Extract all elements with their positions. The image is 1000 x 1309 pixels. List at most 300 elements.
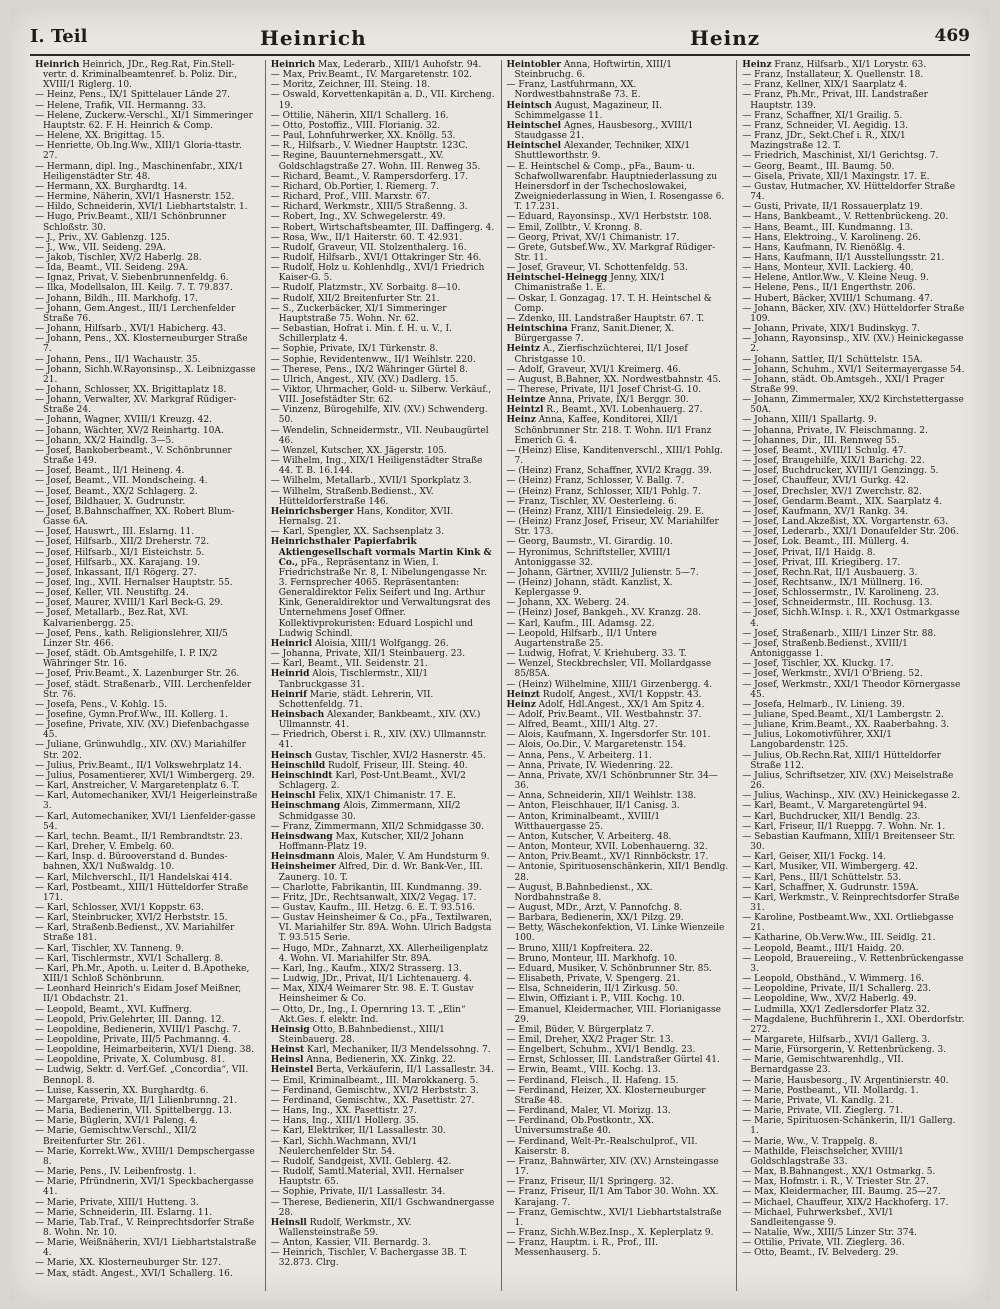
directory-entry xyxy=(742,507,966,517)
directory-entry xyxy=(742,598,966,608)
entry-text: Heinrich, JDr., Reg.Rat, Fin.Stell-vertr. d. Kriminalbeamtenref. b. Poliz. Dir., XVIII/1 Riglerg. 10. xyxy=(43,60,238,91)
entry-text: — Anton, Kassier, VII. Bernardg. 3. xyxy=(270,1238,431,1249)
entry-text: — Leopoldine, Heimarbeiterin, XVI/1 Dieng. 38. xyxy=(35,1045,255,1056)
entry-text: — Anton, Fleischhauer, II/1 Canisg. 3. xyxy=(506,801,680,812)
entry-surname: Heinst xyxy=(270,1045,305,1056)
entry-text: — Ignaz, Privat, V. Siebenbrunnenfeldg. 6. xyxy=(35,273,229,284)
directory-entry xyxy=(507,517,731,537)
directory-entry xyxy=(271,1005,495,1025)
directory-entry xyxy=(742,415,966,425)
entry-text: — Rudolf, Platzmstr., XV. Sorbaitg. 8—10. xyxy=(270,283,461,294)
entry-surname: Heintschel xyxy=(506,141,562,152)
entry-surname: Heinzt xyxy=(506,689,540,700)
entry-text: — Rudolf, Graveur, VII. Stolzenthalerg. 16. xyxy=(270,242,467,253)
directory-entry xyxy=(507,862,731,882)
directory-entry xyxy=(507,1116,731,1136)
entry-text: Alexander, Techniker, XIX/1 Shuttleworthstr. 9. xyxy=(514,141,691,162)
directory-entry xyxy=(507,365,731,375)
entry-text: — Franz, JDr., Sekt.Chef i. R., XIX/1 Mazingstraße 12. T. xyxy=(742,131,906,152)
entry-text: Alois, Zimmermann, XII/2 Schmidgasse 30. xyxy=(278,801,461,822)
directory-entry xyxy=(35,324,259,334)
directory-entry xyxy=(742,466,966,476)
directory-entry xyxy=(507,548,731,568)
entry-text: — Karl, Steinbrucker, XVI/2 Herbststr. 15. xyxy=(35,913,228,924)
directory-entry xyxy=(35,182,259,192)
entry-text: — Josef, Privat, III. Kriegiberg. 17. xyxy=(742,557,901,568)
entry-text: — Franz, Friseur, II/1 Am Tabor 30. Wohn. XX. Karajang. 7. xyxy=(506,1187,719,1208)
entry-text: Karl, Mechaniker, II/3 Mendelssohng. 7. xyxy=(304,1045,491,1056)
directory-entry xyxy=(742,243,966,253)
entry-text: — Robert, Ing., XV. Schwegelerstr. 49. xyxy=(270,212,446,223)
entry-text: Alois, Tischlermstr., XII/1 Tanbruckgasse 31. xyxy=(278,669,429,690)
directory-entry xyxy=(35,1218,259,1238)
directory-entry xyxy=(742,283,966,293)
directory-entry xyxy=(507,263,731,273)
column-3 xyxy=(502,60,738,1291)
entry-text: — Josef, Graveur, VI. Schottenfeldg. 53. xyxy=(506,263,688,274)
directory-entry xyxy=(35,283,259,293)
directory-entry xyxy=(742,172,966,182)
directory-entry xyxy=(507,954,731,964)
entry-text: — Josef, Schneidermstr., III. Rochusg. 13. xyxy=(742,598,933,609)
entry-text: — (Heinz) Franz, Schaffner, XVI/2 Kragg. 39. xyxy=(506,466,712,477)
directory-entry xyxy=(742,791,966,801)
directory-entry xyxy=(35,253,259,263)
entry-text: — Karl, Insp. d. Bürooverstand d. Bundes-bahnen, XX/1 Nußwaldg. 10. xyxy=(35,852,228,873)
entry-text: — Max, Kleidermacher, III. Baumg. 25—27. xyxy=(742,1187,941,1198)
directory-entry xyxy=(271,70,495,80)
entry-text: — Regine, Bauunternehmersgatt., XV. Goldschlagstraße 27. Wohn. III. Renweg 35. xyxy=(270,151,481,172)
directory-entry xyxy=(35,426,259,436)
directory-entry xyxy=(271,791,495,801)
entry-text: Adolf, Hdl.Angest., XX/1 Am Spitz 4. xyxy=(535,699,705,710)
entry-text: Karl, Post-Unt.Beamt., XVI/2 Schlagerg. 2. xyxy=(278,770,466,792)
directory-entry xyxy=(35,1055,259,1065)
entry-text: Rudolf, Angest., XVI/1 Koppstr. 43. xyxy=(539,689,702,700)
entry-text: Alois, Maler, V. Am Hundsturm 9. xyxy=(334,852,490,863)
directory-entry xyxy=(507,842,731,852)
entry-text: — Ferdinand, Fleisch., II. Hafeng. 15. xyxy=(506,1075,679,1086)
entry-text: Franz, Hilfsarb., XI/1 Lorystr. 63. xyxy=(771,60,927,70)
entry-text: — Hermine, Näherin, XVI/1 Hasnerstr. 152. xyxy=(35,192,235,203)
directory-entry xyxy=(507,740,731,750)
entry-text: A., Zierfischzüchterei, II/1 Josef Christgasse 10. xyxy=(514,344,688,365)
entry-text: — Leopold, Brauereiing., V. Rettenbrückengasse 3. xyxy=(742,953,964,974)
entry-text: — Engelbert, Schuhm., XVI/1 Bendlg. 23. xyxy=(506,1045,696,1056)
directory-entry xyxy=(507,1086,731,1106)
directory-entry xyxy=(507,497,731,507)
entry-text: Aloisia, XIII/1 Wolfgangg. 26. xyxy=(312,638,449,649)
entry-text: Anna, Kaffee, Konditorei, XII/1 Schönbrunner Str. 218. T. Wohn. II/1 Franz Emerich G. 4. xyxy=(514,415,712,446)
directory-entry xyxy=(35,1096,259,1106)
entry-text: — Emil, Kriminalbeamt., III. Marokkanerg. 5. xyxy=(270,1075,479,1086)
directory-entry xyxy=(742,1137,966,1147)
directory-entry xyxy=(507,344,731,364)
directory-entry xyxy=(742,273,966,283)
directory-entry xyxy=(507,984,731,994)
directory-entry xyxy=(742,659,966,669)
entry-text: — Josef, Pens., kath. Religionslehrer, XII/5 Linzer Str. 466. xyxy=(35,628,228,649)
directory-entry xyxy=(507,832,731,842)
entry-text: — Leopoldine, Private, II/1 Schallerg. 23. xyxy=(742,984,932,995)
entry-text: — Hans, Beamt., III. Kundmanng. 13. xyxy=(742,222,914,233)
directory-entry xyxy=(271,223,495,233)
directory-entry xyxy=(35,202,259,212)
entry-text: — Ferdinand, Welt-Pr.-Realschulprof., VII. Kaiserstr. 8. xyxy=(506,1136,698,1157)
entry-text: — Heinrich, Tischler, V. Bachergasse 3B. T. 32.873. Clrg. xyxy=(270,1248,468,1269)
entry-text: — Richard, Werkmstr., XIII/5 Straßenng. 3. xyxy=(270,202,468,213)
directory-entry xyxy=(271,893,495,903)
directory-entry xyxy=(507,101,731,121)
directory-entry xyxy=(271,639,495,649)
entry-text: Berta, Verkäuferin, II/1 Lassallestr. 34. xyxy=(313,1065,494,1076)
directory-entry xyxy=(507,375,731,385)
entry-text: — Franz, Gemischtw., XVI/1 Liebhartstalstraße 1. xyxy=(506,1207,722,1228)
directory-entry xyxy=(271,212,495,222)
entry-text: — Franz, Zimmermann, XII/2 Schmidgasse 30. xyxy=(270,821,485,832)
entry-text: — Karl, Friseur, II/1 Rueppg. 7. Wohn. Nr. 1. xyxy=(742,821,946,832)
entry-text: — Karl, Geiser, XII/1 Fockg. 14. xyxy=(742,852,887,863)
directory-entry xyxy=(742,1035,966,1045)
entry-text: — Karl, Straßenb.Bedienst., XV. Mariahilfer Straße 181. xyxy=(35,923,235,944)
directory-entry xyxy=(35,90,259,100)
entry-text: — Fritz, JDr., Rechtsanwalt, XIX/2 Vegag. 17. xyxy=(270,892,477,903)
directory-entry xyxy=(271,649,495,659)
directory-entry xyxy=(35,1005,259,1015)
entry-text: — Karl, Beamt., V. Margaretengürtel 94. xyxy=(742,801,928,812)
directory-entry xyxy=(507,944,731,954)
entry-surname: Heinricl xyxy=(270,638,313,649)
directory-entry xyxy=(35,588,259,598)
entry-text: Anna, Bedienerin, XX. Zinkg. 22. xyxy=(303,1055,456,1066)
entry-text: — Ilka, Modellsalon, III. Keilg. 7. T. 79.837. xyxy=(35,283,233,294)
entry-text: — Natalie, Ww., XIII/5 Linzer Str. 374. xyxy=(742,1227,918,1238)
entry-text: — Josef, Hilfsarb., XX. Karajang. 19. xyxy=(35,557,201,568)
directory-entry xyxy=(271,476,495,486)
directory-entry xyxy=(507,598,731,608)
entry-text: — Katharine, Ob.Verw.Ww., III. Seidlg. 21. xyxy=(742,933,936,944)
entry-text: — Josef, Beamt., XVIII/1 Schulg. 47. xyxy=(742,445,907,456)
directory-entry xyxy=(271,669,495,689)
directory-entry xyxy=(507,751,731,761)
column-1 xyxy=(30,60,266,1291)
entry-text: — Sophie, Revidentenww., II/1 Weihlstr. 220. xyxy=(270,354,476,365)
directory-entry xyxy=(742,1208,966,1228)
directory-entry xyxy=(742,476,966,486)
directory-entry xyxy=(507,487,731,497)
directory-entry xyxy=(507,761,731,771)
directory-entry xyxy=(35,669,259,679)
directory-entry xyxy=(742,1248,966,1258)
directory-entry xyxy=(742,994,966,1004)
entry-text: — Josef, Rechtsanw., IX/1 Müllnerg. 16. xyxy=(742,577,923,588)
directory-entry xyxy=(35,233,259,243)
directory-entry xyxy=(742,680,966,700)
entry-text: — Anton, Priv.Beamt., XV/1 Rinnböckstr. 17. xyxy=(506,852,709,863)
entry-text: — Wenzel, Kutscher, XX. Jägerstr. 105. xyxy=(270,445,447,456)
directory-entry xyxy=(35,944,259,954)
directory-entry xyxy=(507,1177,731,1187)
entry-text: — Franz, Bahnwärter, XIV. (XV.) Arnsteingasse 17. xyxy=(506,1156,719,1178)
entry-text: — Gustav, Hutmacher, XV. Hütteldorfer Straße 74. xyxy=(742,181,956,203)
entry-text: — Zdenko, III. Landstraßer Hauptstr. 67. T. xyxy=(506,313,705,324)
entry-text: — Ulrich, Angest., XIV. (XV.) Dadlerg. 15. xyxy=(270,374,459,385)
entry-text: — Marie, Hausbesorg., IV. Argentinierstr. 40. xyxy=(742,1075,949,1086)
directory-entry xyxy=(507,395,731,405)
entry-text: — (Heinz) Wilhelmine, XIII/1 Girzenbergg. 4. xyxy=(506,679,713,690)
directory-entry xyxy=(507,537,731,547)
directory-entry xyxy=(271,487,495,507)
entry-text: — Jakob, Tischler, XV/2 Haberlg. 28. xyxy=(35,252,202,263)
entry-text: — Julius, Posamentierer, XVI/1 Wimbergerg. 29. xyxy=(35,770,255,781)
directory-entry xyxy=(742,720,966,730)
entry-text: — Johann, Bildh., III. Markhofg. 17. xyxy=(35,293,198,304)
directory-entry xyxy=(35,568,259,578)
entry-text: — Paul, Lohnfuhrwerker, XX. Knöllg. 53. xyxy=(270,131,456,142)
entry-text: — Helene, XX. Brigittag. 15. xyxy=(35,131,165,142)
entry-text: — Hans, Elektroing., V. Karolineng. 26. xyxy=(742,232,921,243)
entry-text: — Therese, Pens., IX/2 Währinger Gürtel 8. xyxy=(270,364,469,375)
entry-text: — Richard, Ob.Portier, I. Riemerg. 7. xyxy=(270,181,440,192)
entry-text: — Henriette, Ob.Ing.Ww., XIII/1 Gloria-ttastr. 27. xyxy=(35,141,242,162)
entry-text: — Marie, Gemischtw.Verschl., XII/2 Breitenfurter Str. 261. xyxy=(35,1126,197,1147)
directory-entry xyxy=(507,730,731,740)
directory-entry xyxy=(742,436,966,446)
entry-surname: Heinsheimer xyxy=(270,862,336,873)
directory-entry xyxy=(742,1167,966,1177)
entry-text: — Ludmilla, XX/1 Zedlersdorfer Platz 32. xyxy=(742,1004,930,1015)
entry-text: — Sophie, Private, IX/1 Türkenstr. 8. xyxy=(270,344,439,355)
entry-text: — Hans, Monteur, XVII. Lackierg. 40. xyxy=(742,263,914,274)
entry-text: — Josef, Werkmstr., XVI/1 O'Brieng. 52. xyxy=(742,669,923,680)
directory-entry xyxy=(742,355,966,365)
entry-text: — Hugo, Priv.Beamt., XII/1 Schönbrunner Schloßstr. 30. xyxy=(35,212,226,233)
entry-surname: Heinsbach xyxy=(270,710,325,720)
directory-entry xyxy=(35,781,259,791)
directory-entry xyxy=(35,548,259,558)
entry-text: — Josef, Braugehilfe, XIX/1 Barichg. 22. xyxy=(742,456,925,467)
entry-text: Alfred, Dir. d. Wr. Bank-Ver., III. Zaunerg. 10. T. xyxy=(278,862,483,883)
directory-entry xyxy=(271,984,495,1004)
entry-surname: Heinz xyxy=(506,699,536,710)
directory-entry xyxy=(271,1157,495,1167)
entry-surname: Heinsl xyxy=(270,1055,304,1066)
directory-entry xyxy=(35,212,259,232)
directory-entry xyxy=(507,700,731,710)
entry-text: — Marie, Pfründnerin, XVI/1 Speckbachergasse 41. xyxy=(35,1177,254,1198)
entry-text: — Johanna, Private, IV. Fleischmanng. 2. xyxy=(742,425,928,436)
entry-text: — Rudolf, Hilfsarb., XVI/1 Ottakringer Str. 46. xyxy=(270,252,482,263)
entry-text: — Marie, Private, VI. Kandlg. 21. xyxy=(742,1095,894,1106)
directory-entry xyxy=(271,1055,495,1065)
directory-entry xyxy=(35,842,259,852)
entry-text: — Karl, Ing., Kaufm., XIX/2 Strasserg. 13. xyxy=(270,963,462,974)
directory-entry xyxy=(507,141,731,161)
directory-entry xyxy=(271,1045,495,1055)
directory-entry xyxy=(35,1035,259,1045)
entry-text: — Wilhelm, Ing., XIX/1 Heiligenstädter Straße 44. T. B. 16.144. xyxy=(270,456,483,477)
directory-entry xyxy=(271,1086,495,1096)
entry-text: — Josef, Bildhauer, X. Gudrunstr. xyxy=(35,496,186,507)
directory-entry xyxy=(742,304,966,324)
entry-text: — Franz, Lastfuhrmann, XX. Nordwestbahnstraße 73. E. xyxy=(506,80,641,101)
entry-text: — Julius, Priv.Beamt., II/1 Volkswehrplatz 14. xyxy=(35,760,242,771)
directory-entry xyxy=(271,944,495,964)
entry-text: — Gusti, Private, II/1 Rossauerplatz 19. xyxy=(742,202,923,213)
directory-entry xyxy=(507,852,731,862)
directory-entry xyxy=(35,1116,259,1126)
directory-entry xyxy=(742,456,966,466)
directory-entry xyxy=(507,1076,731,1086)
entry-text: — Johann, Private, XIX/1 Budinskyg. 7. xyxy=(742,324,921,335)
directory-entry xyxy=(35,304,259,324)
part-label: I. Teil xyxy=(30,26,88,47)
entry-text: — Leonhard Heinrich's Eidam Josef Meißner, II/1 Obdachstr. 21. xyxy=(35,984,242,1005)
directory-entry xyxy=(271,913,495,943)
entry-text: — Leopoldine, Private, X. Columbusg. 81. xyxy=(35,1055,226,1066)
directory-entry xyxy=(35,740,259,760)
directory-entry xyxy=(35,791,259,811)
right-running-head: Heinz xyxy=(690,26,761,50)
directory-entry xyxy=(742,548,966,558)
entry-text: — Josef, Chauffeur, XVI/1 Gurkg. 42. xyxy=(742,476,909,487)
entry-text: pFa., Repräsentanz in Wien, I. Friedrichstraße Nr. 8, I. Nibelungengasse Nr. 3. Fernsprecher 4065. Repräsentanten: Generaldirektor Felix Seifert und Ing. Arthur Kink, Generaldirektor und Verwaltungsrat des Unternehmens Josef Offner. Kollektivprokuristen: Eduard Lospichl und Ludwig Schindl. xyxy=(278,557,491,639)
directory-entry xyxy=(271,202,495,212)
directory-entry xyxy=(742,263,966,273)
entry-text: — Karl, Werkmstr., V. Reinprechtsdorfer Straße 31. xyxy=(742,892,960,913)
directory-entry xyxy=(35,131,259,141)
entry-text: — Josef, Schlossermstr., IV. Karolineng. 23. xyxy=(742,588,940,599)
entry-surname: Heinschindt xyxy=(270,770,333,781)
entry-text: — Betty, Wäschekonfektion, VI. Linke Wienzeile 100. xyxy=(506,923,725,944)
directory-entry xyxy=(742,487,966,497)
entry-text: — Michael, Chauffeur, XIX/2 Hackhoferg. 17. xyxy=(742,1197,949,1208)
directory-entry xyxy=(742,669,966,679)
entry-text: — Ferdinand, Gemischtw., XX. Pasettistr. 27. xyxy=(270,1095,475,1106)
entry-text: — Eduard, Musiker, V. Schönbrunner Str. 85. xyxy=(506,963,712,974)
column-2 xyxy=(266,60,502,1291)
entry-surname: Heinz xyxy=(742,60,772,70)
entry-text: — Rudolf, Sandgeist, XVII. Geblerg. 42. xyxy=(270,1156,452,1167)
entry-text: — Josef, städt. Ob.Amtsgehilfe, I. P. IX/2 Währinger Str. 16. xyxy=(35,649,218,670)
directory-entry xyxy=(507,1106,731,1116)
directory-entry xyxy=(271,822,495,832)
directory-entry xyxy=(271,344,495,354)
entry-text: Gustav, Tischler, XVI/2 Hasnerstr. 45. xyxy=(312,750,486,761)
directory-entry xyxy=(35,1015,259,1025)
entry-text: — Otto, Dr., Ing., I. Opernring 13. T. „Elin“ Akt.Ges. f. elektr. Ind. xyxy=(270,1004,466,1025)
entry-surname: Heinrid xyxy=(270,669,310,680)
directory-entry xyxy=(35,1167,259,1177)
entry-text: — Hermann, dipl. Ing., Maschinenfabr., XIX/1 Heiligenstädter Str. 48. xyxy=(35,161,244,182)
entry-text: — Mathilde, Fleischselcher, XVIII/1 Goldschlagstraße 33. xyxy=(742,1146,904,1167)
entry-text: — Gisela, Private, XII/1 Maxingstr. 17. E. xyxy=(742,171,930,182)
entry-text: — Anna, Private, XV/1 Schönbrunner Str. 34—36. xyxy=(506,770,718,792)
entry-text: — Ferdinand, Ob.Postkontr., XX. Universumstraße 40. xyxy=(506,1116,655,1137)
directory-entry xyxy=(271,456,495,476)
directory-entry xyxy=(271,1167,495,1187)
entry-text: — Josef, Keller, VII. Neustiftg. 24. xyxy=(35,588,189,599)
entry-text: — Johann, Hilfsarb., XVI/1 Habicherg. 43. xyxy=(35,324,227,335)
entry-text: Hans, Konditor, XVII. Hernalsg. 21. xyxy=(278,506,454,528)
directory-entry xyxy=(742,883,966,893)
entry-text: — Leopold, Priv.Gelehrter, III. Danng. 12. xyxy=(35,1014,225,1025)
entry-text: — Wenzel, Steckbrechsler, VII. Mollardgasse 85/85A. xyxy=(506,659,712,680)
entry-text: — Josef, Hilfsarb., XI/1 Eisteichstr. 5. xyxy=(35,547,205,558)
entry-text: — Friedrich, Oberst i. R., XIV. (XV.) Ullmannstr. 41. xyxy=(270,730,487,751)
entry-text: — Johann, Schuhm., XVI/1 Seitermayergasse 54. xyxy=(742,364,965,375)
directory-entry xyxy=(35,883,259,903)
entry-text: — Karl, Musiker, VII. Wimbergerg. 42. xyxy=(742,862,918,873)
entry-text: — Ottilie, Private, VII. Zieglerg. 36. xyxy=(742,1238,905,1249)
entry-text: — August, MDr., Arzt, V. Pannofchg. 8. xyxy=(506,902,683,913)
entry-text: — Hans, Kaufmann, II/1 Ausstellungsstr. 21. xyxy=(742,252,945,263)
entry-text: — Marie, Fürsorgerin, V. Rettenbrückeng. 3. xyxy=(742,1045,947,1056)
entry-text: Agnes, Hausbesorg., XVIII/1 Staudgasse 21. xyxy=(514,120,694,142)
directory-entry xyxy=(742,1106,966,1116)
entry-text: Jenny, XIX/1 Chimanistraße 1. E. xyxy=(514,273,666,294)
entry-text: — Johann, XX/2 Haindlg. 3—5. xyxy=(35,435,175,446)
entry-text: — (Heinz) Franz, Schlosser, XII/1 Pohlg. 7. xyxy=(506,486,701,497)
directory-entry xyxy=(742,1045,966,1055)
entry-surname: Heinstel xyxy=(270,1065,314,1076)
directory-page xyxy=(10,8,990,1301)
entry-text: — Johann, Wächter, XV/2 Reinhartg. 10A. xyxy=(35,425,224,436)
directory-entry xyxy=(742,294,966,304)
directory-entry xyxy=(271,751,495,761)
entry-text: — Johann, Pens., XX. Klosterneuburger Straße 7. xyxy=(35,334,248,355)
entry-text: — Anna, Pens., V. Arbeiterg. 11. xyxy=(506,750,652,761)
directory-entry xyxy=(742,395,966,415)
directory-entry xyxy=(507,964,731,974)
entry-text: — Johann, Pens., II/1 Wachaustr. 35. xyxy=(35,354,201,365)
directory-entry xyxy=(742,162,966,172)
directory-entry xyxy=(35,1208,259,1218)
directory-entry xyxy=(742,751,966,771)
entry-text: — Josef, Drechsler, XV/1 Zwerchstr. 82. xyxy=(742,486,922,497)
entry-surname: Heinsig xyxy=(270,1024,310,1035)
directory-entry xyxy=(35,1045,259,1055)
entry-text: — Josef, Buchdrucker, XVIII/1 Genzingg. 5. xyxy=(742,466,939,477)
directory-entry xyxy=(507,243,731,263)
entry-text: — Grete, Gutsbef.Ww., XV. Markgraf Rüdiger-Str. 11. xyxy=(506,242,716,263)
directory-entry xyxy=(742,324,966,334)
entry-text: — Leopold, Hilfsarb., II/1 Untere Augartenstraße 25. xyxy=(506,628,657,649)
directory-entry xyxy=(35,852,259,872)
entry-text: — Josef, B.Bahnschaffner, XX. Robert Blum-Gasse 6A. xyxy=(35,506,235,528)
entry-text: — Erwin, Beamt., VIII. Kochg. 13. xyxy=(506,1065,661,1076)
entry-text: — Marie, Ww., V. Trappelg. 8. xyxy=(742,1136,878,1147)
directory-entry xyxy=(271,1126,495,1136)
entry-text: — Magdalene, Buchführerin I., XXI. Oberdorfstr. 272. xyxy=(742,1014,965,1035)
entry-text: — Johann, Sichh.W.Rayonsinsp., X. Leibnizgasse 21. xyxy=(35,364,256,385)
directory-entry xyxy=(271,426,495,446)
entry-text: — Karl, Tischler, XV. Tanneng. 9. xyxy=(35,943,184,954)
entry-text: — Barbara, Bedienerin, XX/1 Pilzg. 29. xyxy=(506,913,684,924)
entry-text: Franz, Sanit.Diener, X. Bürgergasse 7. xyxy=(514,324,675,345)
directory-entry xyxy=(271,1218,495,1238)
directory-entry xyxy=(271,365,495,375)
entry-text: — (Heinz) Johann, städt. Kanzlist, X. Keplergasse 9. xyxy=(506,577,673,599)
directory-entry xyxy=(35,446,259,466)
entry-text: — Marie, Spirituosen-Schänkerin, II/1 Gallerg. 1. xyxy=(742,1116,956,1137)
entry-text: — Josef, Beamt., II/1 Heineng. 4. xyxy=(35,466,185,477)
entry-text: — Ernst, Schlosser, III. Landstraßer Gürtel 41. xyxy=(506,1055,720,1066)
entry-text: — Karl, Sichh.Wachmann, XVI/1 Neulerchenfelder Str. 54. xyxy=(270,1136,418,1157)
directory-entry xyxy=(35,111,259,131)
directory-entry xyxy=(742,812,966,822)
entry-text: — (Heinz) Elise, Kanditenverschl., XIII/1 Pohlg. 7. xyxy=(506,445,723,467)
